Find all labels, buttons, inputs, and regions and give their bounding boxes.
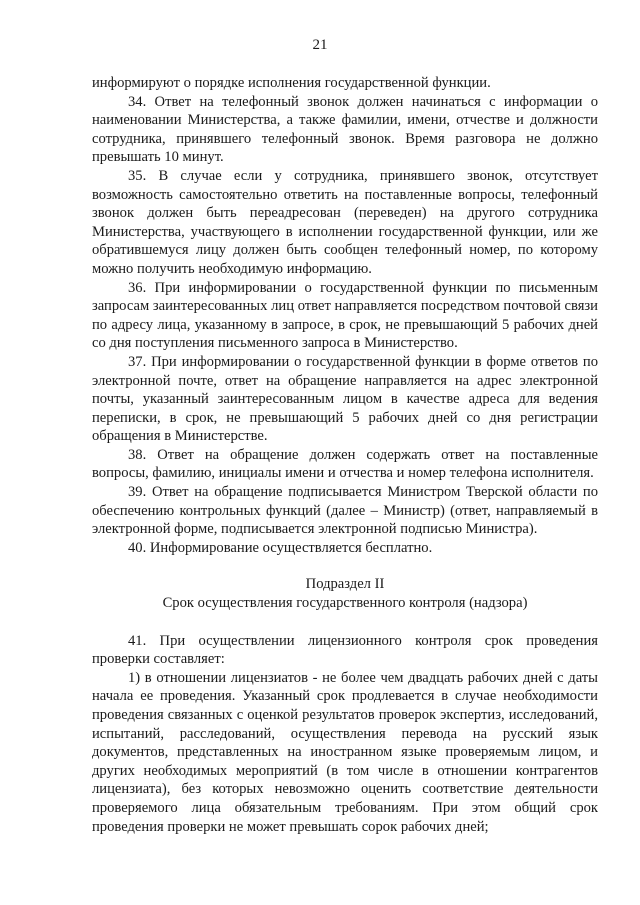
paragraphs-top bbox=[92, 74, 598, 557]
paragraph: 38. Ответ на обращение должен содержать ответ на поставленные вопросы, фамилию, инициалы имени и отчества и номер телефона исполнителя. bbox=[92, 446, 598, 482]
subsection-label: Подраздел II bbox=[305, 576, 385, 593]
paragraph: 41. При осуществлении лицензионного контроля срок проведения проверки составляет: bbox=[92, 632, 598, 668]
paragraph: 40. Информирование осуществляется бесплатно. bbox=[128, 539, 433, 556]
paragraph: 39. Ответ на обращение подписывается Министром Тверской области по обеспечению контрольных функций (далее – Министр) (ответ, направляемый в электронной форме, подписывается электронной подписью Министра). bbox=[92, 484, 598, 538]
subsection-title: Срок осуществления государственного контроля (надзора) bbox=[162, 595, 528, 612]
paragraph: 35. В случае если у сотрудника, принявшего звонок, отсутствует возможность самостоятельно ответить на поставленные вопросы, телефонный звонок должен быть переадресован (переведен) на другого сотрудника Министерства, участвующего в исполнении государственной функции, или же обратившемуся лицу должен быть сообщен телефонный номер, по которому можно получить необходимую информацию. bbox=[92, 167, 598, 277]
paragraphs-bottom bbox=[92, 632, 598, 837]
paragraph: информируют о порядке исполнения государственной функции. bbox=[92, 75, 491, 91]
document-body bbox=[92, 74, 598, 836]
page-number: 21 bbox=[312, 37, 328, 53]
paragraph: 36. При информировании о государственной функции по письменным запросам заинтересованных лиц ответ направляется посредством почтовой связи по адресу лица, указанному в запросе, в срок, не превышающий 5 рабочих дней со дня поступления письменного запроса в Министерство. bbox=[92, 279, 598, 352]
paragraph: 34. Ответ на телефонный звонок должен начинаться с информации о наименовании Министерства, а также фамилии, имени, отчестве и должности сотрудника, принявшего телефонный звонок. Время разговора не должно превышать 10 минут. bbox=[92, 93, 598, 166]
paragraph: 37. При информировании о государственной функции в форме ответов по электронной почте, ответ на обращение направляется на адрес электронной почты, указанный заинтересованным лицом в качестве адреса для ведения переписки, в срок, не превышающий 5 рабочих дней со дня регистрации обращения в Министерстве. bbox=[92, 353, 598, 445]
paragraph: 1) в отношении лицензиатов - не более чем двадцать рабочих дней с даты начала ее проведения. Указанный срок продлевается в случае необходимости проведения связанных с оценкой результатов проверок экспертиз, исследований, испытаний, расследований, осуществления перевода на русский язык документов, представленных на иностранном языке проверяемым лицом, и других необходимых мероприятий (в том числе в отношении контрагентов лицензиата), без которых невозможно оценить соответствие деятельности проверяемого лица обязательным требованиям. При этом общий срок проведения проверки не может превышать сорок рабочих дней; bbox=[92, 669, 598, 835]
